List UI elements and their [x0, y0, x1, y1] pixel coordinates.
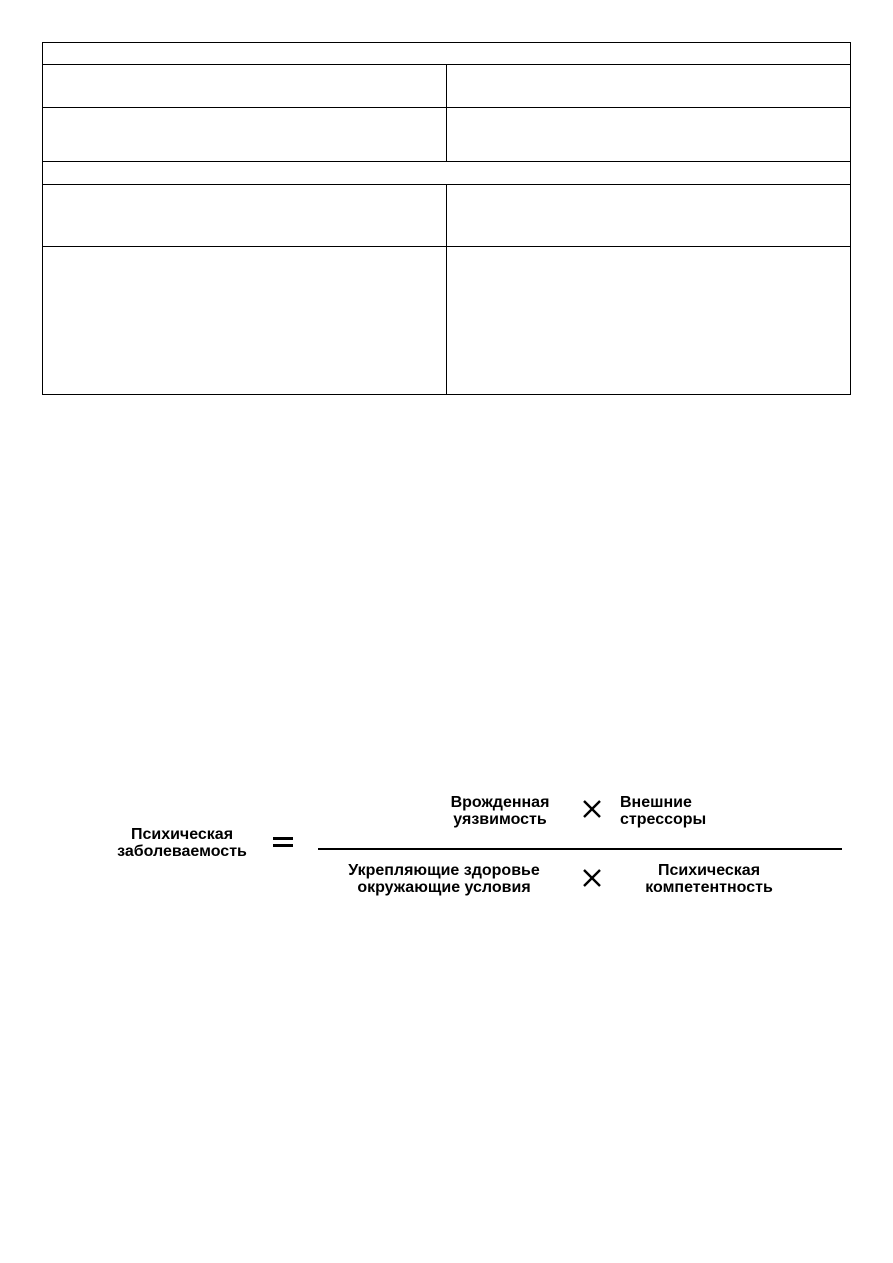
formula-lhs: Психическая заболеваемость — [117, 826, 247, 860]
fraction-line — [318, 848, 842, 850]
numerator-external-stressors: Внешние стрессоры — [620, 794, 707, 828]
table-row — [43, 184, 851, 246]
table-header-cell — [43, 43, 851, 65]
table-cell — [43, 65, 447, 108]
table-row — [43, 246, 851, 394]
multiply-sign-numerator — [581, 798, 603, 820]
numerator-innate-vulnerability: Врожденная уязвимость — [450, 794, 550, 828]
table-cell — [43, 246, 447, 394]
table-cell — [447, 184, 851, 246]
table-row — [43, 161, 851, 184]
blank-table — [42, 42, 851, 395]
table-cell — [43, 107, 447, 161]
table-row — [43, 107, 851, 161]
table-header-cell — [43, 161, 851, 184]
denominator-health-environment: Укрепляющие здоровье окружающие условия — [348, 862, 540, 896]
multiply-sign-denominator — [581, 867, 603, 889]
table-cell — [447, 65, 851, 108]
denominator-mental-competence: Психическая компетентность — [645, 862, 773, 896]
table-cell — [447, 107, 851, 161]
equals-sign — [273, 836, 293, 847]
table-row — [43, 65, 851, 108]
table-cell — [43, 184, 447, 246]
table-cell — [447, 246, 851, 394]
table-row — [43, 43, 851, 65]
